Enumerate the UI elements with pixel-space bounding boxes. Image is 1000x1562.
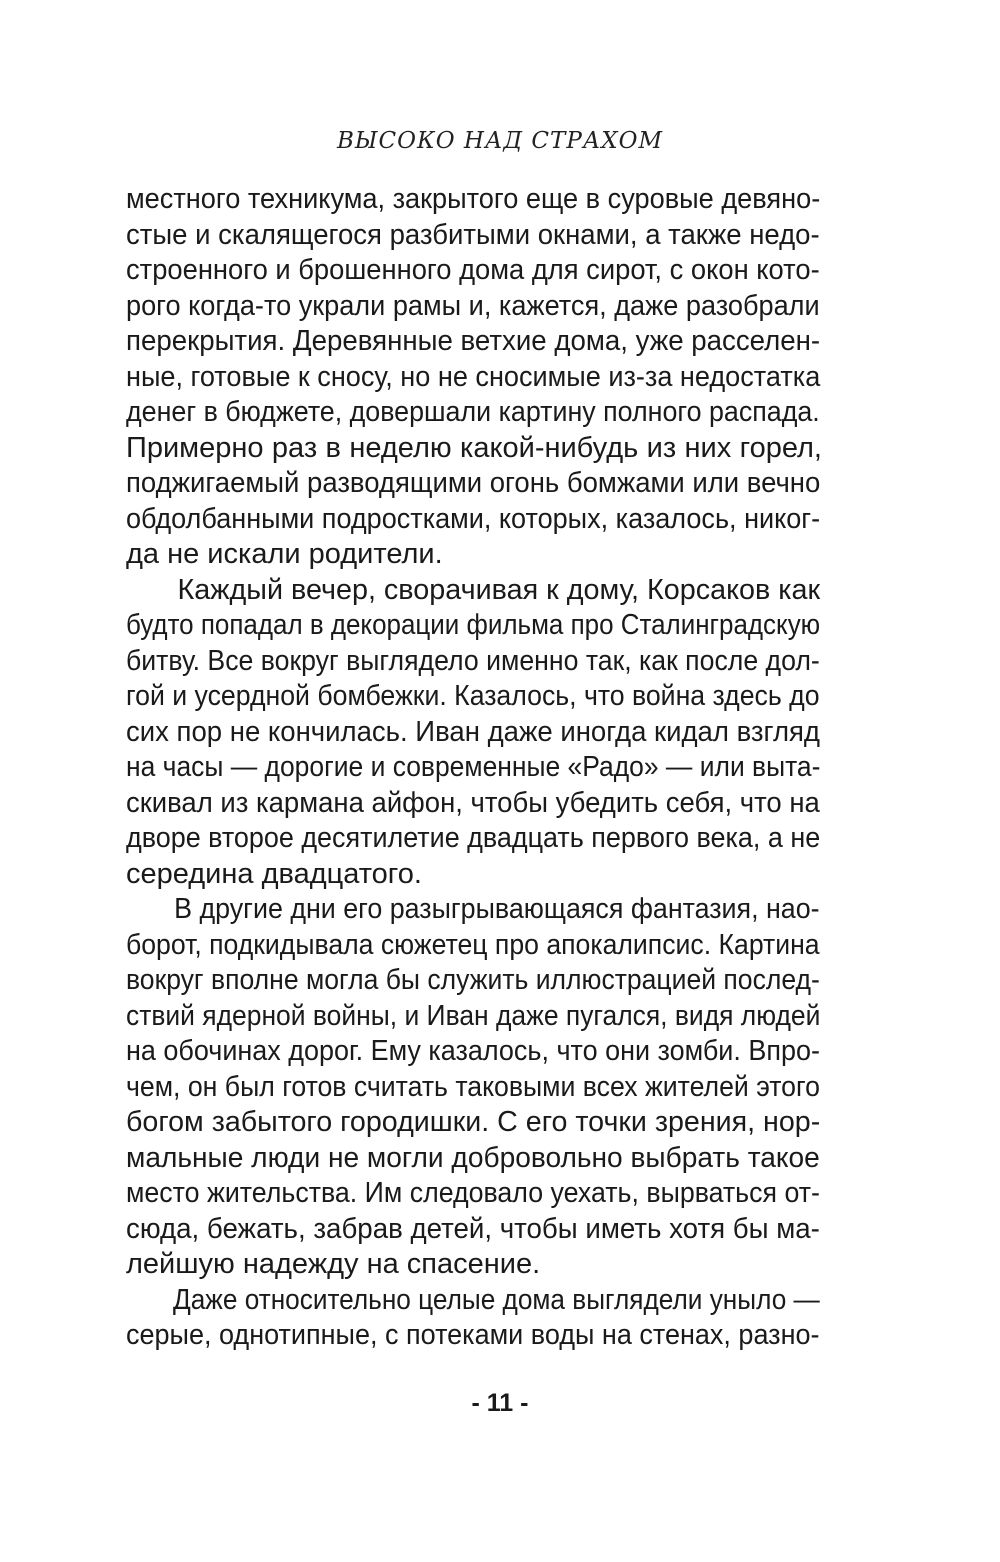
text-line: рого когда-то украли рамы и, кажется, даже разобрали [126,289,820,322]
text-line: да не искали родители. [126,538,443,570]
text-line: сюда, бежать, забрав детей, чтобы иметь хотя бы ма- [126,1212,820,1245]
text-line: борот, подкидывала сюжетец про апокалипсис. Картина [126,928,820,961]
running-head: ВЫСОКО НАД СТРАХОМ [336,128,664,154]
text-line: ные, готовые к сносу, но не сносимые из-за недостатка [126,360,821,393]
paragraph [126,182,822,573]
text-line: место жительства. Им следовало уехать, вырваться от- [126,1177,820,1209]
text-line: середина двадцатого. [126,857,422,890]
text-line: будто попадал в декорации фильма про Сталинградскую [126,609,821,641]
text-line: В другие дни его разыгрывающаяся фантазия, нао- [174,893,820,925]
text-line: на часы — дорогие и современные «Радо» — или выта- [126,751,821,783]
text-line: серые, однотипные, с потеками воды на стенах, разно- [126,1319,820,1351]
text-line: денег в бюджете, довершали картину полного распада. [126,396,820,428]
text-line: ствий ядерной войны, и Иван даже пугался, видя людей [126,999,821,1032]
text-line: Даже относительно целые дома выглядели уныло — [172,1283,820,1316]
text-line: строенного и брошенного дома для сирот, с окон кото- [126,254,820,286]
text-line: вокруг вполне могла бы служить иллюстрацией послед- [126,964,820,996]
paragraph [126,892,822,1283]
text-line: скивал из кармана айфон, чтобы убедить себя, что на [126,786,820,819]
text-line: сих пор не кончилась. Иван даже иногда кидал взгляд [126,715,820,748]
paragraph [126,1283,822,1354]
text-line: местного техникума, закрытого еще в суровые девяно- [126,183,821,215]
text-line: дворе второе десятилетие двадцать первого века, а не [126,822,821,854]
text-line: стые и скалящегося разбитыми окнами, а также недо- [126,218,820,251]
text-line: чем, он был готов считать таковыми всех жителей этого [126,1070,820,1103]
text-line: богом забытого городишки. С его точки зрения, нор- [126,1106,821,1138]
text-line: битву. Все вокруг выглядело именно так, как после дол- [126,644,820,677]
text-line: лейшую надежду на спасение. [126,1248,541,1280]
text-line: Примерно раз в неделю какой-нибудь из них горел, [126,431,822,464]
text-line: обдолбанными подростками, которых, казалось, никог- [126,502,821,535]
text-line: поджигаемый разводящими огонь бомжами или вечно [126,467,821,499]
body-text [126,182,822,1354]
text-line: на обочинах дорог. Ему казалось, что они зомби. Впро- [126,1035,820,1067]
text-line: гой и усердной бомбежки. Казалось, что война здесь до [126,680,820,712]
text-line: Каждый вечер, сворачивая к дому, Корсаков как [177,573,821,606]
paragraph [126,573,822,893]
text-line: перекрытия. Деревянные ветхие дома, уже расселен- [126,325,821,357]
text-line: мальные люди не могли добровольно выбрать такое [126,1141,820,1174]
page-number: - 11 - [471,1389,529,1417]
